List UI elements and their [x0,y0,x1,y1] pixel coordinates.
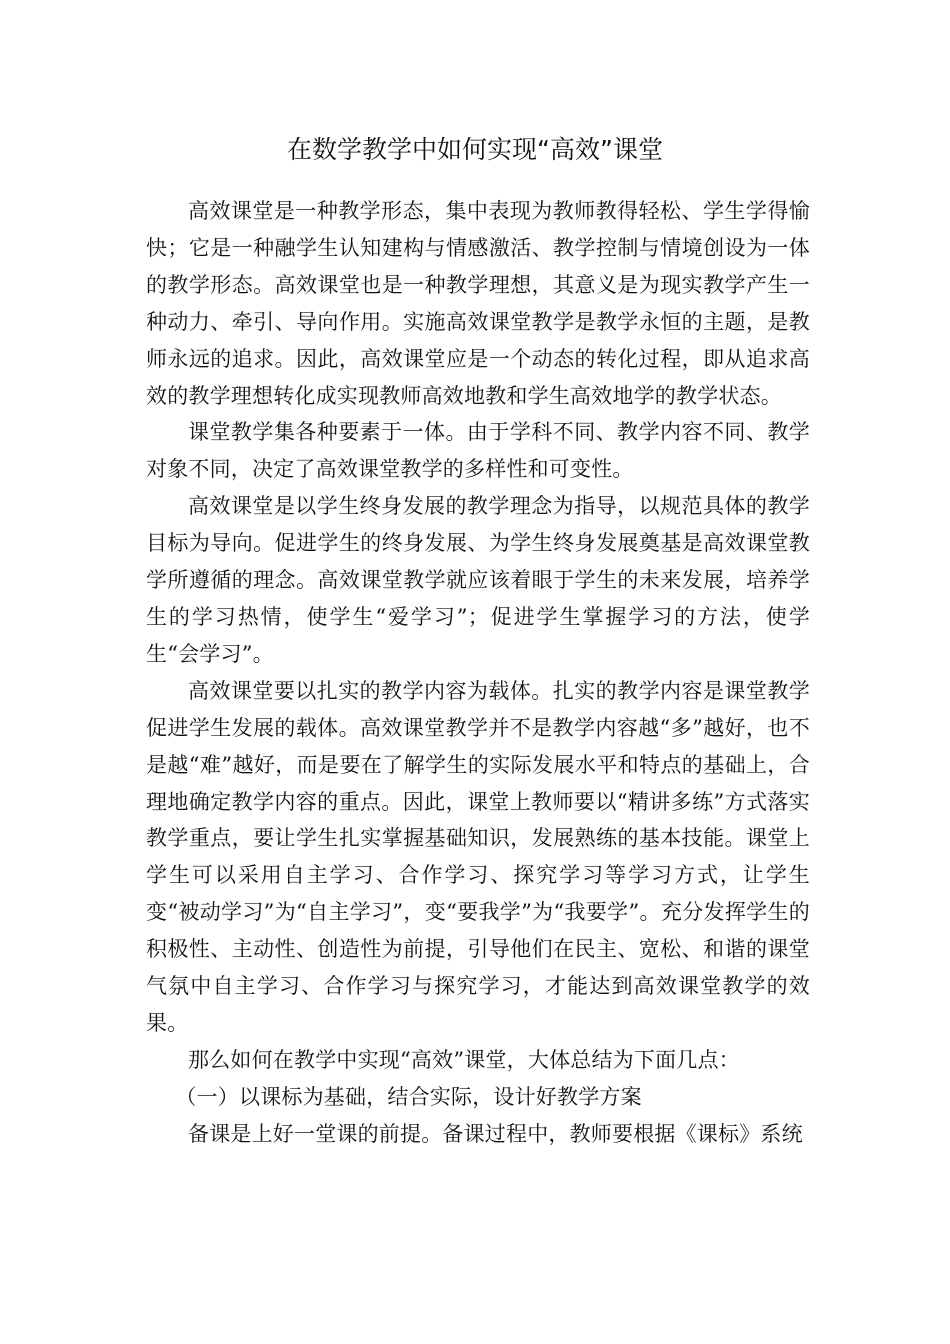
paragraph-intro: 高效课堂是一种教学形态，集中表现为教师教得轻松、学生学得愉快；它是一种融学生认知建构与情感激活、教学控制与情境创设为一体的教学形态。高效课堂也是一种教学理想，其意义是为现实教学产生一种动力、牵引、导向作用。实施高效课堂教学是教学永恒的主题，是教师永远的追求。因此，高效课堂应是一个动态的转化过程，即从追求高效的教学理想转化成实现教师高效地教和学生高效地学的教学状态。 [146,199,810,408]
paragraph-content: 高效课堂要以扎实的教学内容为载体。扎实的教学内容是课堂教学促进学生发展的载体。高效课堂教学并不是教学内容越“多”越好，也不是越“难”越好，而是要在了解学生的实际发展水平和特点的基础上，合理地确定教学内容的重点。因此，课堂上教师要以“精讲多练”方式落实教学重点，要让学生扎实掌握基础知识，发展熟练的基本技能。课堂上学生可以采用自主学习、合作学习、探究学习等学习方式，让学生变“被动学习”为“自主学习”，变“要我学”为“我要学”。充分发挥学生的积极性、主动性、创造性为前提，引导他们在民主、宽松、和谐的课堂气氛中自主学习、合作学习与探究学习，才能达到高效课堂教学的效果。 [146,678,810,1035]
section-heading-1: （一）以课标为基础，结合实际，设计好教学方案 [175,1084,642,1109]
paragraph-lesson-prep: 备课是上好一堂课的前提。备课过程中，教师要根据《课标》系统 [188,1121,803,1146]
paragraph-elements: 课堂教学集各种要素于一体。由于学科不同、教学内容不同、教学对象不同，决定了高效课堂教学的多样性和可变性。 [146,420,810,482]
paragraph-summary: 那么如何在教学中实现“高效”课堂，大体总结为下面几点： [188,1047,740,1072]
document-body [146,193,810,1153]
paragraph-philosophy: 高效课堂是以学生终身发展的教学理念为指导，以规范具体的教学目标为导向。促进学生的终身发展、为学生终身发展奠基是高效课堂教学所遵循的理念。高效课堂教学就应该着眼于学生的未来发展，培养学生的学习热情，使学生“爱学习”；促进学生掌握学习的方法，使学生“会学习”。 [146,494,810,666]
document-title: 在数学教学中如何实现“高效”课堂 [287,135,663,164]
